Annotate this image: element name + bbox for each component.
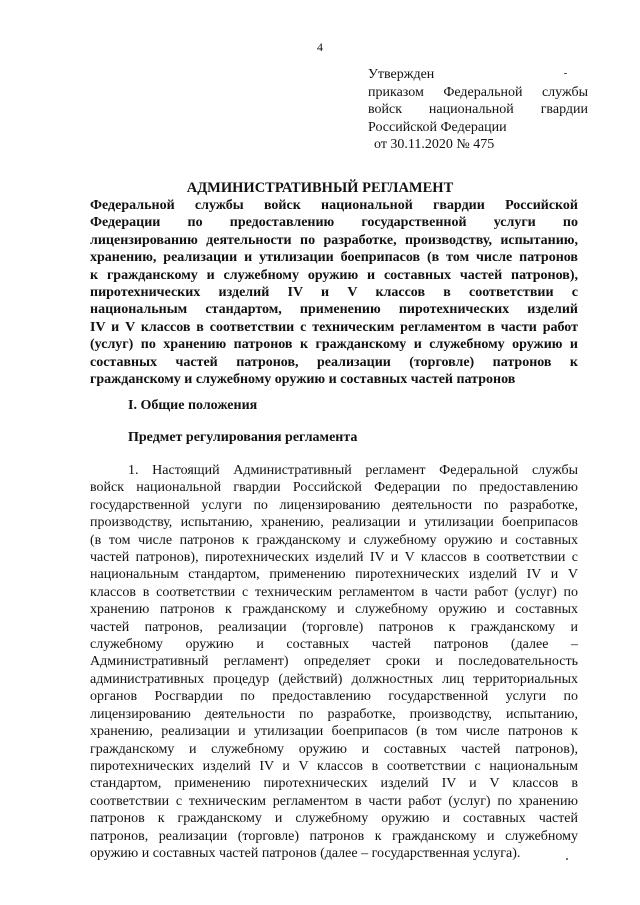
subtitle-line: к гражданскому и служебному оружию и составных частей патронов), (90, 267, 578, 283)
body-line: (в том числе патронов к гражданскому и служебному оружию и составных (90, 532, 578, 548)
body-line: лицензированию деятельности по разработке, производству, испытанию, (90, 706, 578, 722)
body-line: производству, испытанию, хранению, реализации и утилизации боеприпасов (90, 515, 578, 531)
body-line: соответствии с техническим регламентом в части работ (услуг) по хранению (90, 793, 578, 809)
page-number: 4 (317, 40, 323, 54)
section-heading: I. Общие положения (128, 398, 258, 413)
subtitle-line: национальным стандартом, применению пиротехнических изделий (90, 302, 578, 318)
subtitle-line: Федеральной службы войск национальной гвардии Российской (90, 198, 578, 213)
subtitle-line: Федерации по предоставлению государственной услуги по (90, 215, 578, 231)
body-line: 1. Настоящий Административный регламент Федеральной службы (128, 463, 578, 478)
subtitle-line: хранению, реализации и утилизации боеприпасов (в том числе патронов (90, 250, 578, 266)
subtitle-line: составных частей патронов, реализации (торговле) патронов к (90, 354, 578, 370)
approval-date-line: от 30.11.2020 № 475 (374, 137, 495, 152)
subtitle-line: IV и V классов в соответствии с техническим регламентом в части работ (90, 319, 578, 335)
body-line: стандартом, применению пиротехнических изделий IV и V классов в (90, 776, 578, 792)
body-line: хранению патронов к гражданскому и служебному оружию и составных (90, 602, 578, 618)
body-line: войск национальной гвардии Российской Федерации по предоставлению (90, 480, 578, 496)
body-line: оружию и составных частей патронов (далее – государственная услуга). (90, 845, 521, 861)
approval-line: приказом Федеральной службы (368, 84, 588, 100)
body-line: хранению, реализации и утилизации боеприпасов (в том числе патронов к (90, 724, 578, 740)
body-line: государственной услуги по лицензированию деятельности по разработке, (90, 497, 578, 513)
scan-speck (566, 858, 568, 860)
body-line: пиротехнических изделий IV и V классов в соответствии с национальным (90, 758, 578, 774)
approval-line: войск национальной гвардии (368, 102, 588, 117)
subsection-heading: Предмет регулирования регламента (128, 430, 358, 445)
document-title: АДМИНИСТРАТИВНЫЙ РЕГЛАМЕНТ (186, 180, 454, 196)
body-line: служебному оружию и составных частей патронов (далее – (90, 637, 578, 653)
body-line: Административный регламент) определяет сроки и последовательность (90, 654, 578, 670)
approval-line: Утвержден (368, 67, 435, 82)
approval-stamp (368, 66, 588, 154)
subtitle-line: (услуг) по хранению патронов к гражданскому и служебному оружию и (90, 337, 578, 353)
approval-line: Российской Федерации (368, 119, 507, 135)
body-line: частей патронов, реализации (торговле) патронов к гражданскому и (90, 619, 578, 635)
paragraph-1 (90, 462, 578, 862)
subtitle-line: гражданскому и служебному оружию и составных частей патронов (90, 372, 516, 388)
subtitle-line: пиротехнических изделий IV и V классов в соответствии с (90, 285, 578, 301)
scan-speck (564, 73, 567, 74)
subtitle-line: лицензированию деятельности по разработке, производству, испытанию, (90, 232, 578, 248)
body-line: частей патронов), пиротехнических изделий IV и V классов в соответствии с (90, 550, 578, 566)
body-line: национальным стандартом, применению пиротехнических изделий IV и V (90, 567, 578, 583)
body-line: патронов к гражданскому и служебному оружию и составных частей (90, 811, 578, 827)
body-line: административных процедур (действий) должностных лиц территориальных (90, 671, 578, 687)
body-line: гражданскому и служебному оружию и составных частей патронов), (90, 741, 578, 757)
document-subtitle (90, 197, 578, 388)
body-line: органов Росгвардии по предоставлению государственной услуги по (90, 689, 578, 705)
body-line: классов в соответствии с техническим регламентом в части работ (услуг) по (90, 584, 578, 600)
body-line: патронов, реализации (торговле) патронов к гражданскому и служебному (90, 828, 578, 844)
